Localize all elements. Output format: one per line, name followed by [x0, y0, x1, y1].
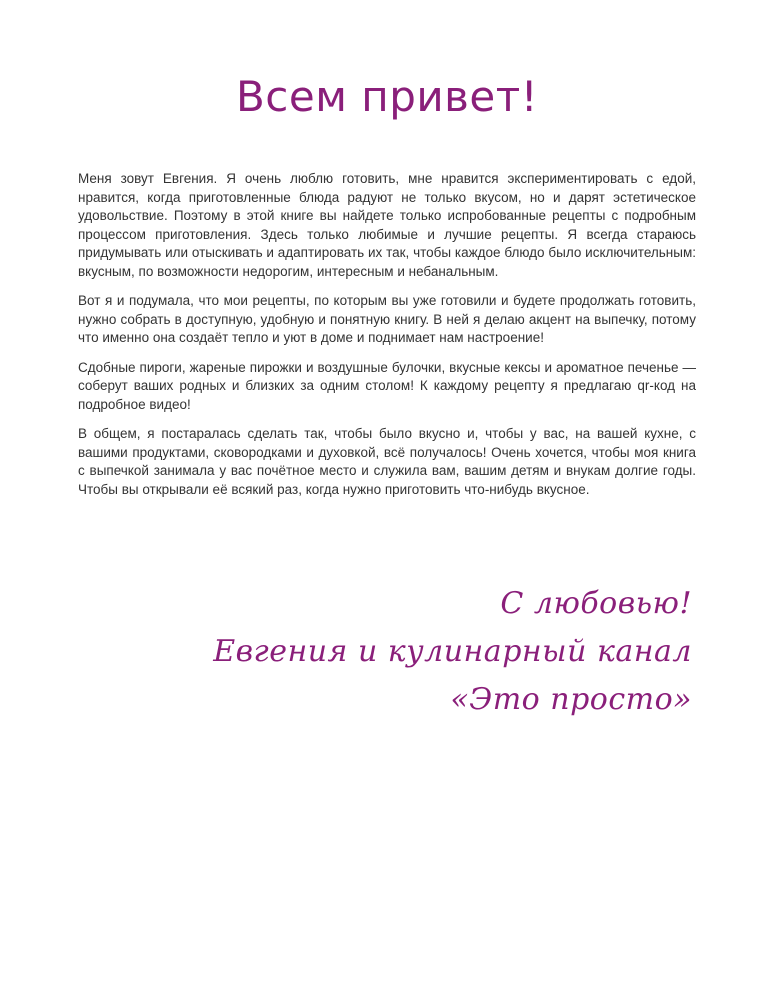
paragraph-4: В общем, я постаралась сделать так, чтобы было вкусно и, чтобы у вас, на вашей кухне, с вашими продуктами, сковородками и духовкой, всё получалось! Очень хочется, чтобы моя книга с выпечкой занимала у вас почётное место и служила вам, вашим детям и внукам долгие годы. Чтобы вы открывали её всякий раз, когда нужно приготовить что-нибудь вкусное. [78, 426, 696, 497]
intro-text [78, 170, 696, 510]
signature-line-1: С любовью! [500, 586, 692, 621]
paragraph-3: Сдобные пироги, жареные пирожки и воздушные булочки, вкусные кексы и ароматное печенье — соберут ваших родных и близких за одним столом! К каждому рецепту я предлагаю qr-код на подробное видео! [78, 359, 696, 412]
page-title: Всем привет! [235, 72, 539, 121]
signature [132, 580, 692, 724]
signature-line-3: «Это просто» [450, 682, 692, 717]
paragraph-2: Вот я и подумала, что мои рецепты, по которым вы уже готовили и будете продолжать готовить, нужно собрать в доступную, удобную и понятную книгу. В ней я делаю акцент на выпечку, потому что именно она создаёт тепло и уют в доме и поднимает нам настроение! [78, 293, 696, 345]
signature-line-2: Евгения и кулинарный канал [213, 634, 692, 669]
paragraph-1: Меня зовут Евгения. Я очень люблю готовить, мне нравится экспериментировать с едой, нравится, когда приготовленные блюда радуют не только вкусом, но и дарят эстетическое удовольствие. Поэтому в этой книге вы найдете только испробованные рецепты с подробным процессом приготовления. Здесь только любимые и лучшие рецепты. Я всегда стараюсь придумывать или отыскивать и адаптировать их так, чтобы каждое блюдо было исключительным: вкусным, по возможности недорогим, интересным и небанальным. [78, 171, 696, 279]
